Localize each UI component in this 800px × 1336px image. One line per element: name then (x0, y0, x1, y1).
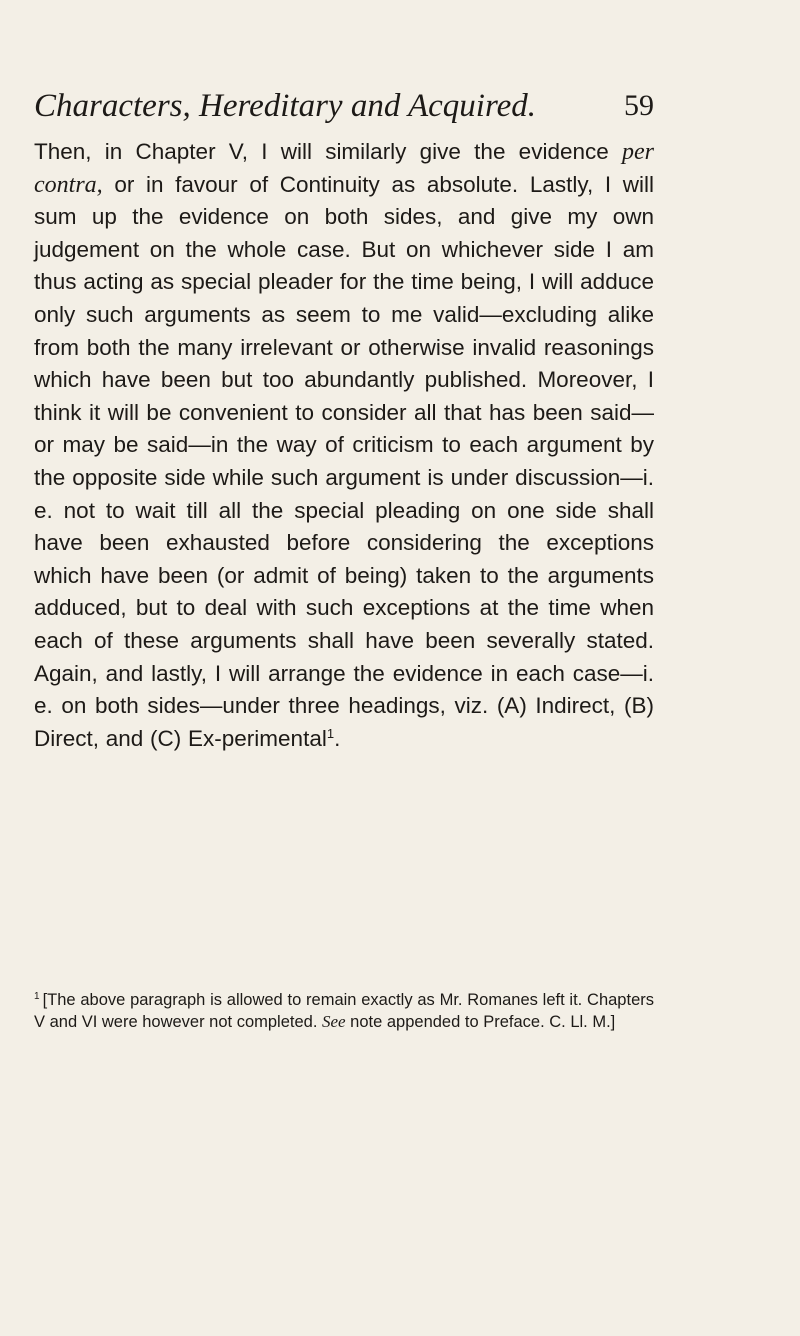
italic-phrase: per contra, (34, 139, 654, 198)
footnote-reference: 1 (326, 725, 335, 741)
paragraph-text: Then, in Chapter V, I will similarly give the evidence (34, 139, 622, 164)
footnote-text: note appended to Preface. C. Ll. M.] (345, 1013, 616, 1031)
running-head (34, 86, 654, 126)
footnote (34, 990, 654, 1033)
body-paragraph (34, 136, 654, 755)
paragraph-text: or in favour of Continuity as absolute. Lastly, I will sum up the evidence on both sides, and give my own judgement on the whole case. But on whichever side I am thus acting as special pleader for the time being, I will adduce only such arguments as seem to me valid—excluding alike from both the many irrelevant or otherwise invalid reasonings which have been but too abundantly published. Moreover, I think it will be convenient to consider all that has been said—or may be said—in the way of criticism to each argument by the opposite side while such argument is under discussion—i. e. not to wait till all the special pleading on one side shall have been exhausted before considering the exceptions which have been (or admit of being) taken to the arguments adduced, but to deal with such exceptions at the time when each of these arguments shall have been severally stated. Again, and lastly, I will arrange the evidence in each case—i. e. on both sides—under three headings, viz. (A) Indirect, (B) Direct, and (C) Ex-perimental (34, 171, 654, 751)
page-number: 59 (624, 89, 654, 122)
paragraph-end: . (334, 725, 341, 751)
footnote-text: [The above paragraph is allowed to remain exactly as Mr. Romanes left it. Chapters V and VI were however not completed. (34, 991, 654, 1031)
footnote-marker: 1 (34, 991, 40, 1002)
running-head-title: Characters, Hereditary and Acquired. (34, 88, 536, 124)
footnote-italic: See (322, 1012, 346, 1031)
